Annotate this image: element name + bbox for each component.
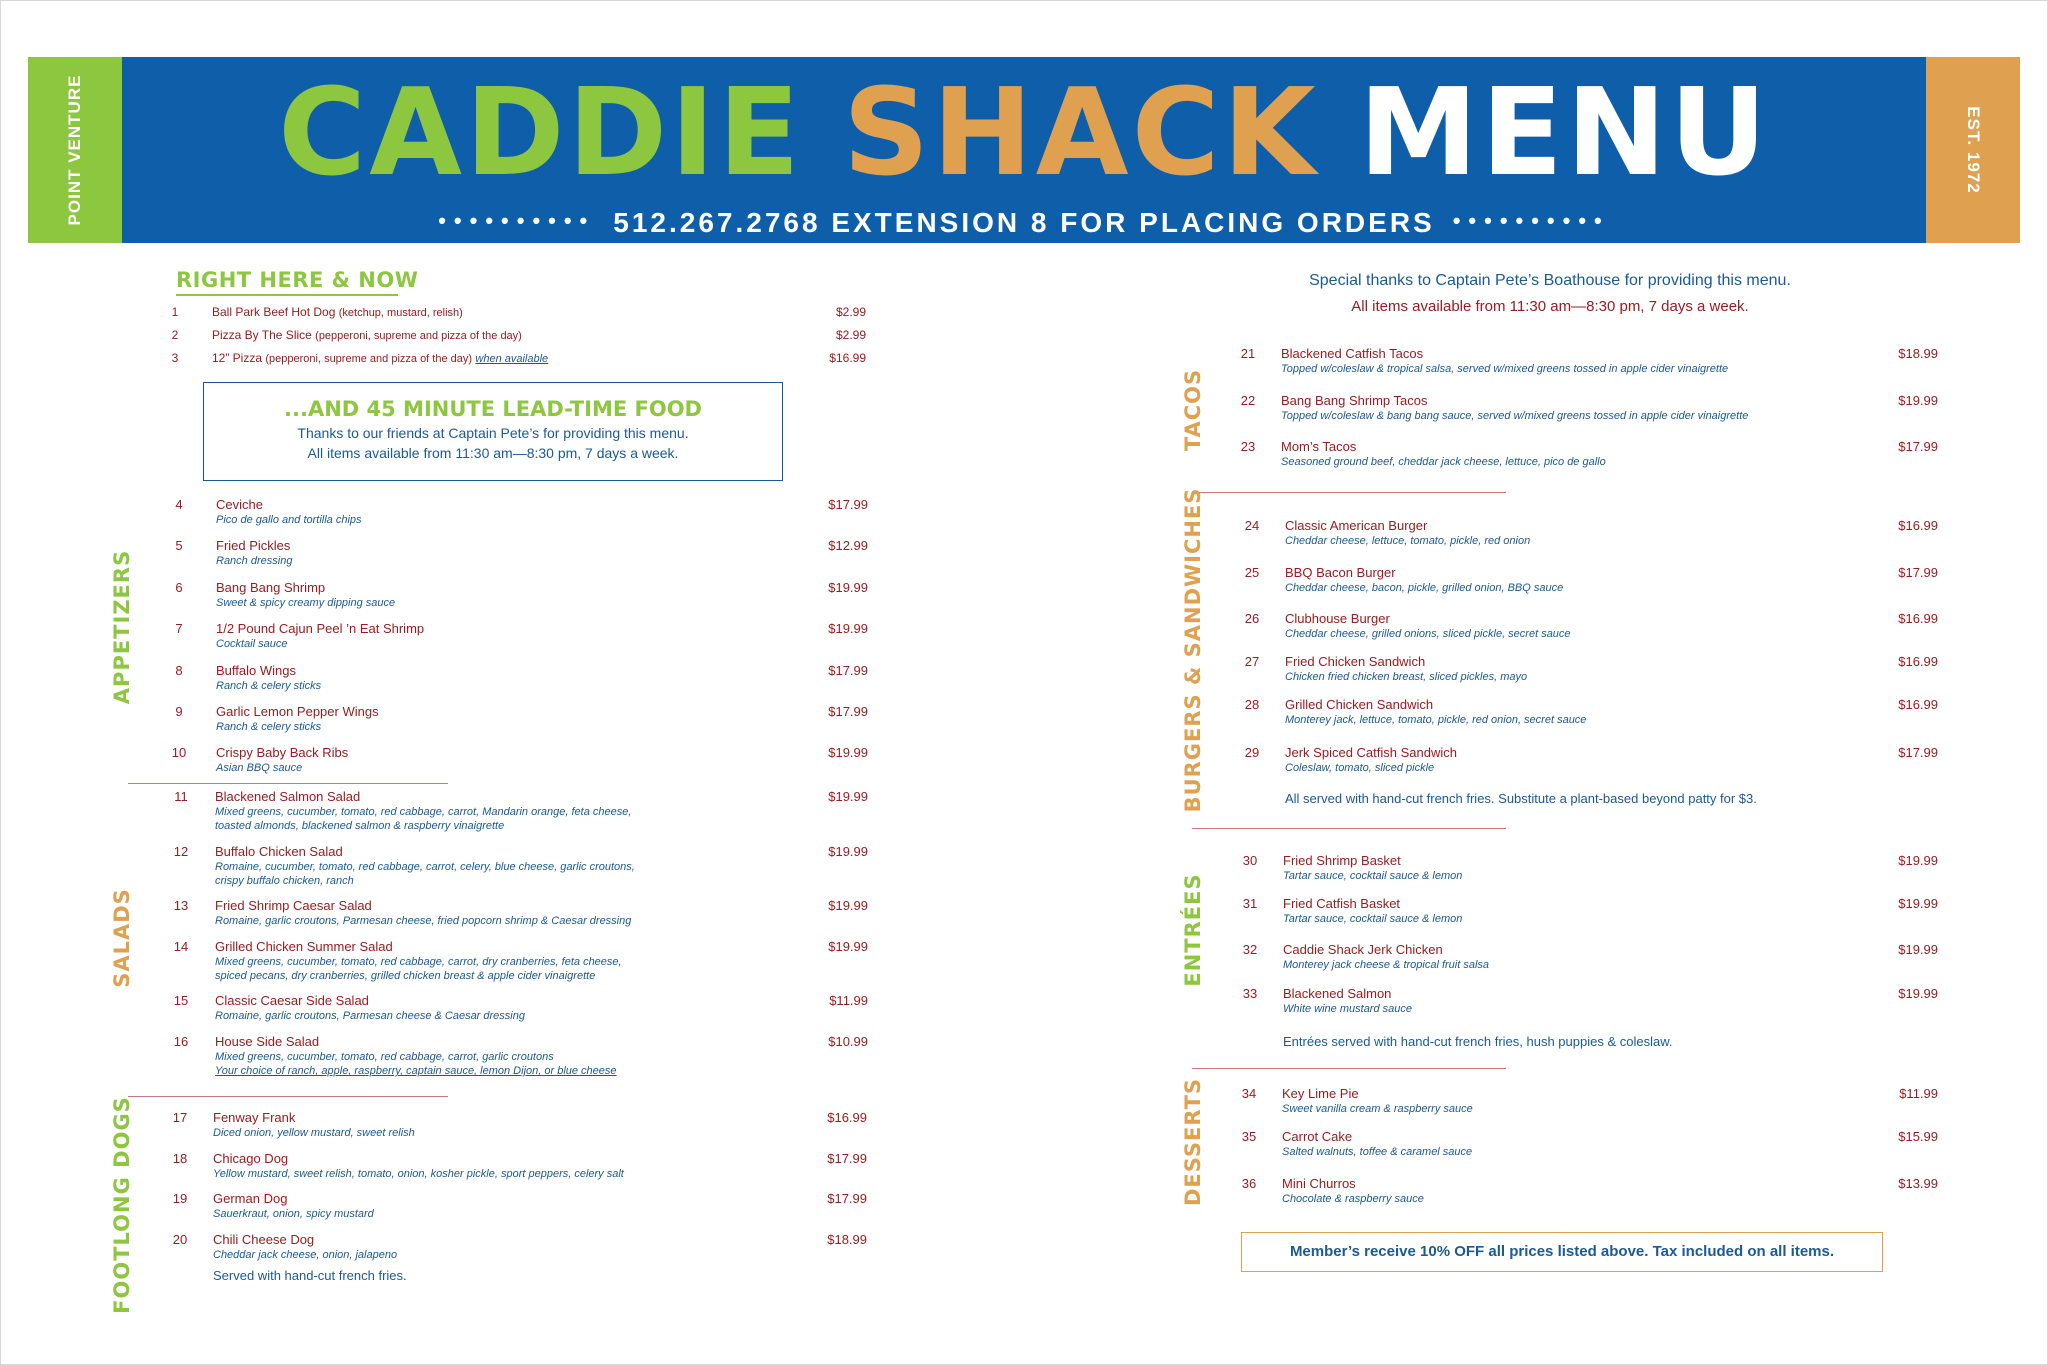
item-description: toasted almonds, blackened salmon & raspberry vinaigrette bbox=[215, 820, 505, 832]
section-note: All served with hand-cut french fries. Substitute a plant-based beyond patty for $3. bbox=[1285, 791, 1757, 806]
item-description: Seasoned ground beef, cheddar jack cheese, lettuce, pico de gallo bbox=[1281, 456, 1606, 468]
item-description: Romaine, garlic croutons, Parmesan cheese & Caesar dressing bbox=[215, 1010, 525, 1022]
section-label: SALADS bbox=[110, 888, 134, 988]
item-description: Chocolate & raspberry sauce bbox=[1282, 1193, 1424, 1205]
member-discount-note: Member’s receive 10% OFF all prices listed above. Tax included on all items. bbox=[1241, 1232, 1883, 1272]
item-description: Mixed greens, cucumber, tomato, red cabbage, carrot, dry cranberries, feta cheese, bbox=[215, 956, 622, 968]
menu-title bbox=[122, 65, 1926, 203]
item-number: 6 bbox=[175, 580, 183, 595]
item-name: Chili Cheese Dog bbox=[213, 1232, 315, 1247]
item-description: Cheddar cheese, bacon, pickle, grilled onion, BBQ sauce bbox=[1285, 582, 1564, 594]
item-name bbox=[212, 305, 463, 319]
item-name: Blackened Catfish Tacos bbox=[1281, 346, 1424, 361]
phone-text: 512.267.2768 EXTENSION 8 FOR PLACING ORDERS bbox=[613, 207, 1435, 238]
item-name: Carrot Cake bbox=[1282, 1129, 1353, 1144]
item-description: Cocktail sauce bbox=[216, 638, 288, 650]
established-label: EST. 1972 bbox=[1964, 106, 1983, 194]
item-price: $12.99 bbox=[828, 538, 868, 553]
item-description: Coleslaw, tomato, sliced pickle bbox=[1285, 762, 1435, 774]
item-description: crispy buffalo chicken, ranch bbox=[215, 875, 354, 887]
item-description: Mixed greens, cucumber, tomato, red cabbage, carrot, garlic croutons bbox=[215, 1051, 554, 1063]
header-banner bbox=[28, 57, 2020, 243]
item-name bbox=[212, 328, 522, 342]
item-description: Pico de gallo and tortilla chips bbox=[216, 514, 362, 526]
item-name: Jerk Spiced Catfish Sandwich bbox=[1285, 745, 1457, 760]
item-price: $17.99 bbox=[828, 704, 868, 719]
item-price: $18.99 bbox=[1898, 346, 1938, 361]
item-name: Fenway Frank bbox=[213, 1110, 296, 1125]
title-word-menu: MENU bbox=[1358, 64, 1770, 203]
item-price: $16.99 bbox=[1898, 518, 1938, 533]
item-detail: (ketchup, mustard, relish) bbox=[338, 307, 463, 319]
item-description: Topped w/coleslaw & tropical salsa, served w/mixed greens tossed in apple cider vinaigrette bbox=[1281, 363, 1729, 375]
item-price: $2.99 bbox=[835, 328, 866, 342]
right-here-heading: RIGHT HERE & NOW bbox=[176, 268, 419, 292]
item-description: Salted walnuts, toffee & caramel sauce bbox=[1282, 1146, 1473, 1158]
lead-time-line-1: Thanks to our friends at Captain Pete’s for providing this menu. bbox=[297, 425, 689, 441]
item-number: 12 bbox=[173, 844, 189, 859]
item-price: $19.99 bbox=[1898, 986, 1938, 1001]
item-price: $17.99 bbox=[1898, 439, 1938, 454]
item-description: Yellow mustard, sweet relish, tomato, onion, kosher pickle, sport peppers, celery salt bbox=[213, 1168, 624, 1180]
item-number: 18 bbox=[172, 1151, 188, 1166]
section-label: APPETIZERS bbox=[110, 549, 134, 705]
item-price: $19.99 bbox=[1898, 896, 1938, 911]
item-price: $17.99 bbox=[827, 1191, 867, 1206]
item-price: $19.99 bbox=[828, 580, 868, 595]
item-description: Sweet & spicy creamy dipping sauce bbox=[216, 597, 396, 609]
item-number: 10 bbox=[171, 745, 187, 760]
item-number: 15 bbox=[173, 993, 189, 1008]
item-price: $19.99 bbox=[1898, 942, 1938, 957]
item-description: Romaine, garlic croutons, Parmesan cheese, fried popcorn shrimp & Caesar dressing bbox=[215, 915, 632, 927]
title-word-caddie: CADDIE bbox=[278, 64, 803, 203]
item-note: when available bbox=[475, 353, 549, 365]
item-name: Classic American Burger bbox=[1285, 518, 1428, 533]
item-number: 1 bbox=[171, 305, 179, 319]
item-price: $15.99 bbox=[1898, 1129, 1938, 1144]
item-name: Buffalo Chicken Salad bbox=[215, 844, 343, 859]
item-name: Garlic Lemon Pepper Wings bbox=[216, 704, 379, 719]
item-name: Key Lime Pie bbox=[1282, 1086, 1359, 1101]
item-detail: (pepperoni, supreme and pizza of the day) bbox=[265, 353, 473, 365]
item-description: Tartar sauce, cocktail sauce & lemon bbox=[1283, 913, 1463, 925]
item-name: Chicago Dog bbox=[213, 1151, 289, 1166]
item-number: 29 bbox=[1244, 745, 1260, 760]
item-description: Sauerkraut, onion, spicy mustard bbox=[213, 1208, 374, 1220]
right-here-underline bbox=[176, 294, 398, 296]
item-name: Fried Shrimp Caesar Salad bbox=[215, 898, 372, 913]
item-description: spiced pecans, dry cranberries, grilled chicken breast & apple cider vinaigrette bbox=[215, 970, 596, 982]
section-label: BURGERS & SANDWICHES bbox=[1181, 487, 1205, 813]
item-name-text: 12” Pizza bbox=[212, 351, 266, 365]
divider bbox=[1192, 1068, 1506, 1069]
location-label: POINT VENTURE bbox=[65, 74, 84, 226]
item-description: Tartar sauce, cocktail sauce & lemon bbox=[1283, 870, 1463, 882]
section-note: Served with hand-cut french fries. bbox=[213, 1268, 407, 1283]
established-tab bbox=[1926, 57, 2020, 243]
item-price: $16.99 bbox=[1898, 654, 1938, 669]
item-price: $19.99 bbox=[828, 939, 868, 954]
item-number: 28 bbox=[1244, 697, 1260, 712]
item-price: $10.99 bbox=[828, 1034, 868, 1049]
item-number: 33 bbox=[1242, 986, 1258, 1001]
item-name: German Dog bbox=[213, 1191, 288, 1206]
item-price: $19.99 bbox=[828, 621, 868, 636]
item-name: Crispy Baby Back Ribs bbox=[216, 745, 349, 760]
item-number: 17 bbox=[172, 1110, 188, 1125]
item-name: Fried Shrimp Basket bbox=[1283, 853, 1401, 868]
item-description: Monterey jack cheese & tropical fruit salsa bbox=[1283, 959, 1490, 971]
lead-time-line-2: All items available from 11:30 am—8:30 pm, 7 days a week. bbox=[307, 445, 679, 461]
item-price: $13.99 bbox=[1898, 1176, 1938, 1191]
item-price: $18.99 bbox=[827, 1232, 867, 1247]
item-description: Ranch & celery sticks bbox=[216, 680, 322, 692]
item-price: $16.99 bbox=[1898, 697, 1938, 712]
item-name bbox=[212, 351, 548, 365]
lead-time-box bbox=[203, 382, 783, 481]
item-number: 9 bbox=[175, 704, 183, 719]
item-price: $19.99 bbox=[1898, 393, 1938, 408]
item-price: $17.99 bbox=[1898, 745, 1938, 760]
item-description: Diced onion, yellow mustard, sweet relish bbox=[213, 1127, 415, 1139]
item-number: 3 bbox=[171, 351, 179, 365]
item-number: 13 bbox=[173, 898, 189, 913]
dots-left: •••••••••• bbox=[438, 208, 596, 233]
item-name: BBQ Bacon Burger bbox=[1285, 565, 1396, 580]
availability-hours: All items available from 11:30 am—8:30 pm, 7 days a week. bbox=[1351, 298, 1749, 315]
item-number: 7 bbox=[175, 621, 183, 636]
item-description: Mixed greens, cucumber, tomato, red cabbage, carrot, Mandarin orange, feta cheese, bbox=[215, 806, 632, 818]
item-description: Ranch & celery sticks bbox=[216, 721, 322, 733]
item-price: $17.99 bbox=[828, 497, 868, 512]
item-name: Caddie Shack Jerk Chicken bbox=[1283, 942, 1443, 957]
item-number: 11 bbox=[174, 789, 188, 804]
title-word-shack: SHACK bbox=[842, 64, 1319, 203]
item-name: Bang Bang Shrimp Tacos bbox=[1281, 393, 1428, 408]
item-number: 26 bbox=[1244, 611, 1260, 626]
item-number: 19 bbox=[172, 1191, 188, 1206]
item-number: 30 bbox=[1242, 853, 1258, 868]
item-price: $19.99 bbox=[828, 898, 868, 913]
item-price: $17.99 bbox=[1898, 565, 1938, 580]
item-number: 24 bbox=[1244, 518, 1260, 533]
item-price: $19.99 bbox=[828, 789, 868, 804]
location-tab bbox=[28, 57, 122, 243]
item-name: Ceviche bbox=[216, 497, 263, 512]
item-number: 36 bbox=[1241, 1176, 1257, 1191]
item-price: $2.99 bbox=[835, 305, 866, 319]
item-description: Romaine, cucumber, tomato, red cabbage, carrot, celery, blue cheese, garlic croutons, bbox=[215, 861, 635, 873]
item-description: Your choice of ranch, apple, raspberry, captain sauce, lemon Dijon, or blue cheese bbox=[215, 1065, 617, 1077]
item-number: 23 bbox=[1240, 439, 1256, 454]
item-description: Asian BBQ sauce bbox=[216, 762, 303, 774]
item-name: Grilled Chicken Sandwich bbox=[1285, 697, 1434, 712]
item-number: 34 bbox=[1241, 1086, 1257, 1101]
item-detail: (pepperoni, supreme and pizza of the day) bbox=[315, 330, 522, 342]
item-name-text: Ball Park Beef Hot Dog bbox=[212, 305, 339, 319]
item-number: 14 bbox=[173, 939, 189, 954]
item-number: 8 bbox=[175, 663, 183, 678]
item-number: 31 bbox=[1242, 896, 1258, 911]
item-number: 35 bbox=[1241, 1129, 1257, 1144]
dots-right: •••••••••• bbox=[1452, 208, 1610, 233]
item-name-text: Pizza By The Slice bbox=[212, 328, 316, 342]
item-description: Chicken fried chicken breast, sliced pickles, mayo bbox=[1285, 671, 1528, 683]
item-number: 27 bbox=[1244, 654, 1260, 669]
item-description: Topped w/coleslaw & bang bang sauce, served w/mixed greens tossed in apple cider vinaigrette bbox=[1281, 410, 1749, 422]
item-price: $16.99 bbox=[1898, 611, 1938, 626]
item-name: Fried Pickles bbox=[216, 538, 291, 553]
item-number: 25 bbox=[1244, 565, 1260, 580]
item-description: Cheddar cheese, grilled onions, sliced pickle, secret sauce bbox=[1285, 628, 1571, 640]
item-description: Cheddar jack cheese, onion, jalapeno bbox=[213, 1249, 398, 1261]
item-name: Blackened Salmon bbox=[1283, 986, 1392, 1001]
divider bbox=[128, 783, 448, 784]
item-number: 21 bbox=[1240, 346, 1256, 361]
item-number: 2 bbox=[171, 328, 179, 342]
item-description: Monterey jack, lettuce, tomato, pickle, red onion, secret sauce bbox=[1285, 714, 1587, 726]
item-name: Grilled Chicken Summer Salad bbox=[215, 939, 393, 954]
item-price: $16.99 bbox=[829, 351, 866, 365]
phone-line bbox=[122, 207, 1926, 239]
item-name: 1/2 Pound Cajun Peel ’n Eat Shrimp bbox=[216, 621, 425, 636]
item-name: Mom’s Tacos bbox=[1281, 439, 1357, 454]
item-price: $19.99 bbox=[1898, 853, 1938, 868]
section-label: TACOS bbox=[1181, 368, 1205, 452]
special-thanks: Special thanks to Captain Pete’s Boathouse for providing this menu. bbox=[1309, 272, 1791, 289]
item-name: Clubhouse Burger bbox=[1285, 611, 1390, 626]
section-label: FOOTLONG DOGS bbox=[110, 1096, 134, 1314]
item-number: 20 bbox=[172, 1232, 188, 1247]
item-name: Mini Churros bbox=[1282, 1176, 1356, 1191]
lead-time-title: ...AND 45 MINUTE LEAD-TIME FOOD bbox=[284, 397, 702, 421]
item-name: Buffalo Wings bbox=[216, 663, 296, 678]
item-description: Ranch dressing bbox=[216, 555, 293, 567]
item-price: $17.99 bbox=[828, 663, 868, 678]
item-description: Sweet vanilla cream & raspberry sauce bbox=[1282, 1103, 1473, 1115]
item-price: $11.99 bbox=[829, 993, 868, 1008]
section-label: ENTRÉES bbox=[1181, 873, 1205, 987]
item-number: 32 bbox=[1242, 942, 1258, 957]
section-note: Entrées served with hand-cut french fries, hush puppies & coleslaw. bbox=[1283, 1034, 1673, 1049]
item-name: Blackened Salmon Salad bbox=[215, 789, 361, 804]
item-name: Fried Catfish Basket bbox=[1283, 896, 1401, 911]
item-price: $11.99 bbox=[1899, 1086, 1938, 1101]
divider bbox=[128, 1096, 448, 1097]
item-price: $17.99 bbox=[827, 1151, 867, 1166]
section-label: DESSERTS bbox=[1181, 1077, 1205, 1207]
item-number: 22 bbox=[1240, 393, 1256, 408]
item-price: $19.99 bbox=[828, 844, 868, 859]
item-name: Classic Caesar Side Salad bbox=[215, 993, 369, 1008]
item-name: House Side Salad bbox=[215, 1034, 320, 1049]
item-number: 5 bbox=[175, 538, 183, 553]
item-number: 4 bbox=[175, 497, 183, 512]
item-name: Fried Chicken Sandwich bbox=[1285, 654, 1426, 669]
divider bbox=[1192, 828, 1506, 829]
divider bbox=[1192, 492, 1506, 493]
item-name: Bang Bang Shrimp bbox=[216, 580, 326, 595]
item-price: $19.99 bbox=[828, 745, 868, 760]
item-description: White wine mustard sauce bbox=[1283, 1003, 1412, 1015]
item-number: 16 bbox=[173, 1034, 189, 1049]
item-description: Cheddar cheese, lettuce, tomato, pickle, red onion bbox=[1285, 535, 1531, 547]
item-price: $16.99 bbox=[827, 1110, 867, 1125]
